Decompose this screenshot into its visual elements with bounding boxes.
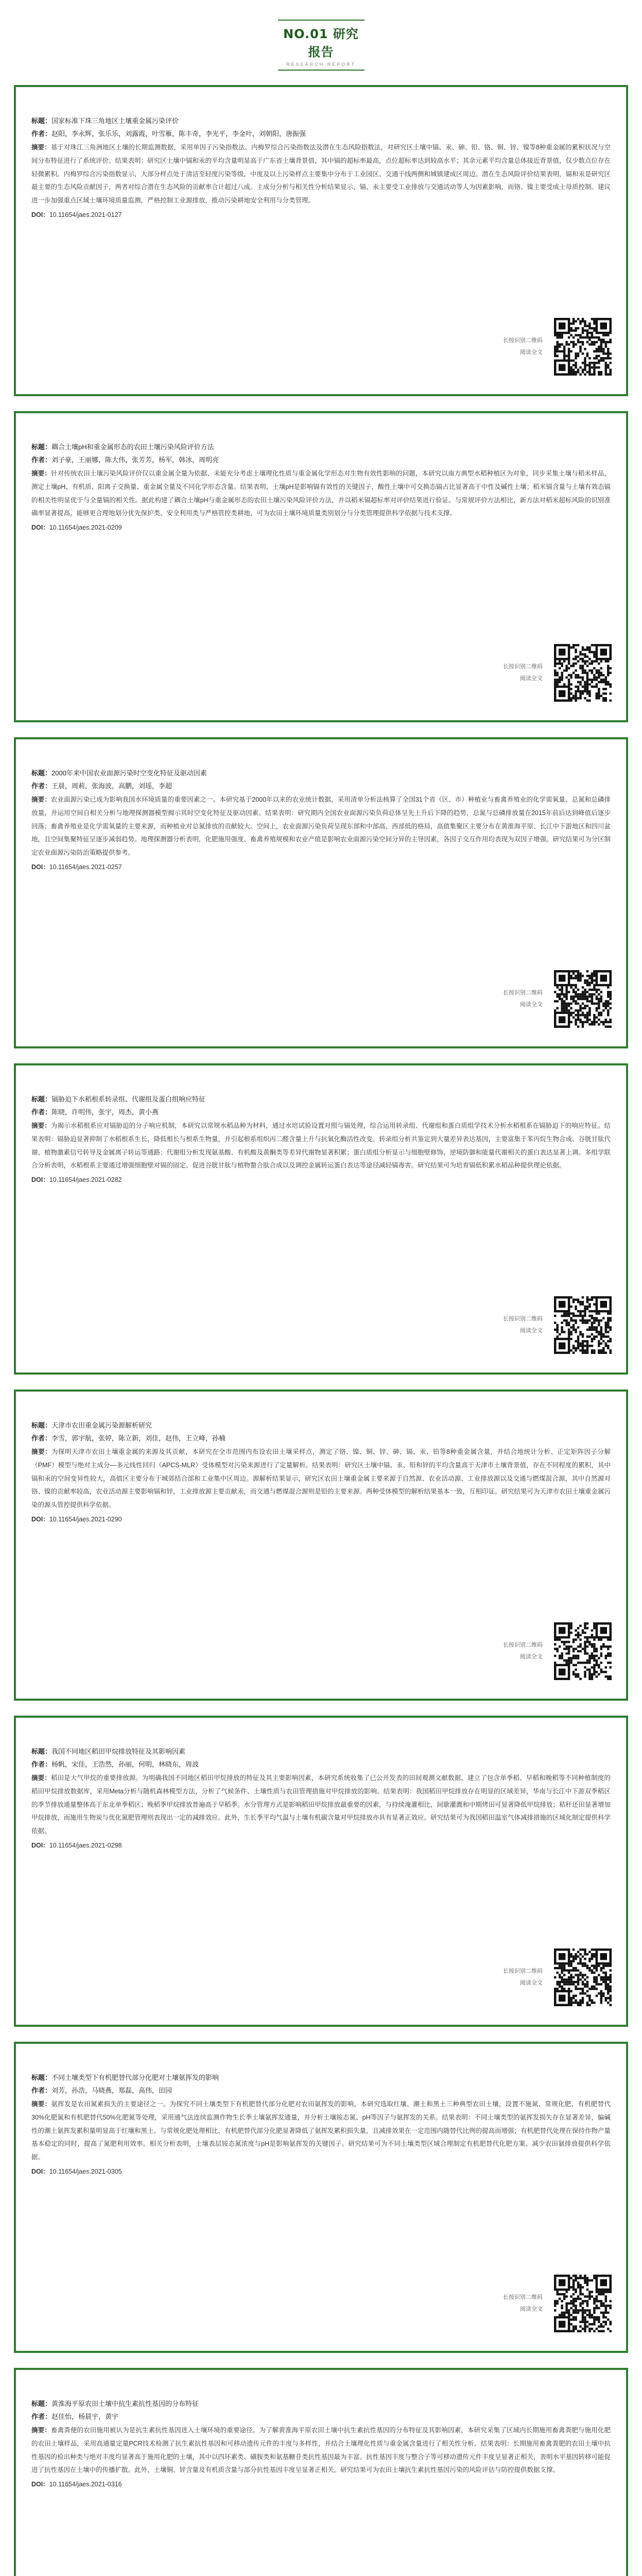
abstract-label: 摘要：	[31, 796, 51, 804]
authors-label: 作者：	[31, 2086, 52, 2094]
title-label: 标题：	[31, 769, 52, 777]
article-doi[interactable]: 10.11654/jaes.2021-0305	[49, 2167, 122, 2175]
qr-caption	[503, 987, 543, 1011]
article-doi[interactable]: 10.11654/jaes.2021-0298	[49, 1841, 122, 1849]
article-title[interactable]: 不同土壤类型下有机肥替代部分化肥对土壤氨挥发的影响	[51, 2074, 219, 2081]
article-card[interactable]	[14, 2042, 628, 2353]
qr-caption-line2: 阅读全文	[520, 1980, 543, 1986]
article-abstract	[31, 2098, 611, 2164]
article-card[interactable]	[14, 2368, 628, 2576]
qr-code-icon[interactable]	[554, 2275, 612, 2332]
qr-caption-line1: 长按识别二维码	[503, 1968, 543, 1974]
article-abstract	[31, 793, 611, 859]
article-authors-line	[31, 780, 611, 793]
doi-label: DOI：	[31, 1841, 49, 1849]
qr-block	[503, 970, 612, 1028]
article-authors-line	[31, 2084, 611, 2097]
qr-caption-line2: 阅读全文	[520, 675, 543, 682]
doi-label: DOI：	[31, 1176, 49, 1183]
authors-label: 作者：	[31, 1108, 52, 1116]
qr-code-icon[interactable]	[554, 1296, 612, 1354]
qr-caption-line1: 长按识别二维码	[503, 663, 543, 670]
article-authors: 赵佳怡，杨晨宇，黄宇	[51, 2412, 119, 2420]
authors-label: 作者：	[31, 455, 52, 464]
article-title-line	[31, 1093, 611, 1106]
article-abstract-text: 基于对珠江三角洲地区土壤的长期监测数据，采用单因子污染指数法、内梅罗综合污染指数法及潜在生态风险指数法，对研究区土壤中镉、汞、砷、铅、铬、铜、锌、镍等8种重金属的累积状况与空间分布特征进行了系统评价。结果表明：研究区土壤中镉和汞的平均含量明显高于广东省土壤背景值，其中镉的超标率最高，点位超标率达到较高水平；其余元素平均含量总体接近背景值，仅少数点位存在轻微累积。内梅罗综合污染指数显示，大部分样点处于清洁至轻度污染等级，中度及以上污染样点主要集中分布于工业园区、交通干线两侧和城镇建成区周边。潜在生态风险评价结果表明，镉和汞是研究区最主要的生态风险贡献因子，两者对综合潜在生态风险的贡献率合计超过八成。主成分分析与相关性分析结果显示，镉、汞主要受工业排放与交通活动等人为因素影响，而铬、镍主要受成土母质控制。建议进一步加强重点区域土壤环境质量监测，严格控制工业源排放，推动污染耕地安全利用与分类管理。	[31, 144, 611, 204]
qr-caption	[503, 1965, 543, 1989]
article-title[interactable]: 黄淮海平原农田土壤中抗生素抗性基因的分布特征	[51, 2400, 199, 2408]
page-header	[0, 0, 642, 85]
article-doi-line	[31, 522, 611, 532]
article-authors-line	[31, 1106, 611, 1119]
qr-code-icon[interactable]	[554, 644, 612, 702]
title-label: 标题：	[31, 2400, 52, 2408]
article-abstract-text: 农业面源污染已成为影响我国水环境质量的重要因素之一。本研究基于2000年以来的农业统计数据，采用清单分析法核算了全国31个省（区、市）种植业与畜禽养殖业的化学需氧量、总氮和总磷排放量，并运用空间自相关分析与地理探测器模型揭示其时空变化特征及驱动因素。结果表明：研究期内全国农业面源污染负荷总体呈先上升后下降的趋势，总氮与总磷排放量在2015年前后达到峰值后逐步回落；畜禽养殖业是化学需氧量的主要来源，而种植业对总氮排放的贡献较大。空间上，农业面源污染负荷呈现东部和中部高、西部低的格局，高值集聚区主要分布在黄淮海平原、长江中下游地区和四川盆地，且空间集聚特征呈逐步减弱趋势。地理探测器分析表明，化肥施用强度、畜禽养殖规模和农业产值是影响农业面源污染空间分异的主导因素，各因子交互作用均表现为双因子增强。研究结果可为分区制定农业面源污染防治策略提供参考。	[31, 796, 611, 856]
article-title[interactable]: 天津市农田重金属污染源解析研究	[51, 1421, 152, 1429]
abstract-label: 摘要：	[31, 470, 51, 478]
doi-label: DOI：	[31, 2480, 49, 2488]
qr-caption-line1: 长按识别二维码	[503, 989, 543, 996]
qr-block	[503, 1622, 612, 1680]
qr-code-icon[interactable]	[554, 318, 612, 376]
doi-label: DOI：	[31, 211, 49, 218]
qr-caption	[503, 661, 543, 685]
article-authors-line	[31, 1758, 611, 1771]
qr-code-icon[interactable]	[554, 970, 612, 1028]
qr-block	[503, 1296, 612, 1354]
qr-caption	[503, 2292, 543, 2315]
abstract-label: 摘要：	[31, 1122, 51, 1130]
article-authors-line	[31, 454, 611, 467]
article-doi[interactable]: 10.11654/jaes.2021-0316	[49, 2480, 122, 2488]
title-label: 标题：	[31, 1748, 52, 1755]
article-abstract-text: 针对传统农田土壤污染风险评价仅以重金属全量为依据、未能充分考虑土壤理化性质与重金属化学形态对生物有效性影响的问题，本研究以南方典型水稻种植区为对象，同步采集土壤与稻米样品，测定土壤pH、有机质、阳离子交换量、重金属全量及不同化学形态含量。结果表明，土壤pH是影响镉有效性的关键因子，酸性土壤中可交换态镉占比显著高于中性及碱性土壤；稻米镉含量与土壤有效态镉的相关性明显优于与全量镉的相关性。据此构建了耦合土壤pH与重金属形态的农田土壤污染风险评价方法，并以稻米镉超标率对评价结果进行验证。与常规评价方法相比，新方法对稻米超标风险的识别准确率显著提高，能够更合理地划分优先保护类、安全利用类与严格管控类耕地，可为农田土壤环境质量类别划分与分类管理提供科学依据与技术支撑。	[31, 470, 611, 517]
qr-block	[503, 2275, 612, 2332]
article-doi-line	[31, 1514, 611, 1523]
title-label: 标题：	[31, 443, 52, 451]
doi-label: DOI：	[31, 523, 49, 531]
page-title: NO.01 研究报告	[283, 27, 359, 59]
qr-block	[503, 1948, 612, 2006]
article-authors: 刘芳，孙浩，马晓燕，郑磊，高伟，田园	[51, 2086, 172, 2094]
authors-label: 作者：	[31, 1760, 52, 1768]
article-title[interactable]: 国家标准下珠三角地区土壤重金属污染评价	[51, 117, 179, 125]
article-doi-line	[31, 210, 611, 219]
qr-caption-line2: 阅读全文	[520, 1328, 543, 1334]
abstract-label: 摘要：	[31, 1448, 52, 1456]
article-doi[interactable]: 10.11654/jaes.2021-0257	[49, 863, 122, 871]
article-title[interactable]: 2000年来中国农业面源污染时空变化特征及驱动因素	[51, 769, 207, 777]
article-title-line	[31, 2398, 611, 2411]
qr-caption-line1: 长按识别二维码	[503, 1641, 543, 1648]
article-authors: 杨帆，宋佳，王浩然，孙丽，何明，林晓东，周波	[51, 1760, 199, 1768]
qr-caption-line1: 长按识别二维码	[503, 2294, 543, 2300]
article-doi-line	[31, 1840, 611, 1850]
qr-caption-line2: 阅读全文	[520, 1654, 543, 1660]
article-authors-line	[31, 128, 611, 141]
qr-caption-line1: 长按识别二维码	[503, 1315, 543, 1322]
abstract-label: 摘要：	[31, 1774, 51, 1782]
report-title-box	[278, 20, 365, 71]
article-authors: 赵阳，李永辉，张乐乐，刘露霞，叶雪雁，陈丰奇，李光平，李金叶，刘朝阳，唐振强	[51, 129, 306, 138]
qr-caption	[503, 335, 543, 359]
qr-code-icon[interactable]	[554, 1622, 612, 1680]
article-abstract-text: 畜禽粪便的农田施用被认为是抗生素抗性基因进入土壤环境的重要途径。为了解黄淮海平原农田土壤中抗生素抗性基因的分布特征及其影响因素，本研究采集了区域内长期施用畜禽粪肥与施用化肥的农田土壤样品，采用高通量定量PCR技术检测了抗生素抗性基因和可移动遗传元件的丰度与多样性，并结合土壤理化性质与重金属含量进行了相关性分析。结果表明：长期施用畜禽粪肥的农田土壤中抗性基因的检出种类与绝对丰度均显著高于施用化肥的土壤，其中以四环素类、磺胺类和氨基糖苷类抗性基因最为丰富。抗性基因丰度与整合子等可移动遗传元件丰度呈显著正相关，表明水平基因转移可能促进了抗性基因在土壤中的传播扩散。此外，土壤铜、锌含量及有机质含量与部分抗性基因丰度呈显著正相关。研究结果可为农田土壤抗生素抗性基因污染的风险评估与防控提供数据支撑。	[31, 2427, 611, 2474]
article-card[interactable]	[14, 85, 628, 396]
article-title-line	[31, 767, 611, 780]
abstract-label: 摘要：	[31, 2427, 51, 2434]
article-title[interactable]: 我国不同地区稻田甲烷排放特征及其影响因素	[51, 1748, 186, 1755]
article-abstract-text: 稻田是大气甲烷的重要排放源。为明确我国不同地区稻田甲烷排放的特征及其主要影响因素，本研究系统收集了已公开发表的田间观测文献数据，建立了包含单季稻、早稻和晚稻等不同种植制度的稻田甲烷排放数据库，采用Meta分析与随机森林模型方法，分析了气候条件、土壤性质与农田管理措施对甲烷排放的影响。结果表明：我国稻田甲烷排放存在明显的区域差异，华南与长江中下游双季稻区的季节排放通量整体高于东北单季稻区；晚稻季甲烷排放普遍高于早稻季。水分管理方式是影响稻田甲烷排放最重要的因素，与持续淹灌相比，间歇灌溉和中期烤田可显著降低甲烷排放；秸秆还田显著增加甲烷排放，而施用生物炭与优化氮肥管理则表现出一定的减排效应。此外，生长季平均气温与土壤有机碳含量对甲烷排放亦具有显著正效应。研究结果可为我国稻田温室气体减排措施的区域化制定提供科学依据。	[31, 1774, 611, 1835]
abstract-label: 摘要：	[31, 144, 51, 151]
article-card[interactable]	[14, 411, 628, 722]
qr-caption-line2: 阅读全文	[520, 349, 543, 355]
article-title-line	[31, 1419, 611, 1432]
doi-label: DOI：	[31, 1515, 49, 1523]
article-doi[interactable]: 10.11654/jaes.2021-0127	[49, 211, 122, 218]
article-authors: 李雪，郭宇航，张婷，陈立新，刘佳，赵伟，王立峰，孙楠	[51, 1434, 226, 1442]
article-title-line	[31, 1745, 611, 1758]
qr-block	[503, 318, 612, 376]
article-authors-line	[31, 2411, 611, 2424]
article-title-line	[31, 441, 611, 454]
article-abstract	[31, 1446, 611, 1512]
doi-label: DOI：	[31, 863, 49, 871]
article-title[interactable]: 耦合土壤pH和重金属形态的农田土壤污染风险评价方法	[51, 443, 214, 451]
article-card[interactable]	[14, 1716, 628, 2027]
article-authors-line	[31, 1432, 611, 1445]
authors-label: 作者：	[31, 1434, 52, 1442]
article-abstract-text: 氨挥发是农田氮素损失的主要途径之一。为探究不同土壤类型下有机肥替代部分化肥对农田氨挥发的影响，本研究选取红壤、潮土和黑土三种典型农田土壤，设置不施氮、常规化肥、有机肥替代30%化肥氮和有机肥替代50%化肥氮等处理，采用通气法连续监测作物生长季土壤氨挥发通量，并分析土壤铵态氮、pH等因子与氨挥发的关系。结果表明：不同土壤类型的氨挥发损失存在显著差异，偏碱性的潮土氨挥发累积量明显高于红壤和黑土。与常规化肥处理相比，有机肥替代部分化肥显著降低了氨挥发累积损失量，且减排效果在一定范围内随替代比例的提高而增强；有机肥替代处理在保持作物产量基本稳定的同时，提高了氮肥利用效率。相关分析表明，土壤表层铵态氮浓度与pH是影响氨挥发的关键因子。研究结果可为不同土壤类型区域合理制定有机肥替代化肥方案、减少农田氨排放提供科学依据。	[31, 2100, 611, 2161]
article-doi-line	[31, 2166, 611, 2176]
article-abstract-text: 为探明天津市农田土壤重金属的来源及其贡献，本研究在全市范围内布设农田土壤采样点，测定了铬、镍、铜、锌、砷、镉、汞、铅等8种重金属含量，并结合地统计分析、正定矩阵因子分解（PMF）模型与绝对主成分—多元线性回归（APCS-MLR）受体模型对污染来源进行了定量解析。结果表明：研究区土壤中镉、汞、铅和锌的平均含量高于天津市土壤背景值，存在不同程度的累积，其中镉和汞的空间变异性较大，高值区主要分布于城郊结合部和工业集中区周边。源解析结果显示，研究区农田土壤重金属主要来源于自然源、农业活动源、工业排放源以及交通与燃煤混合源，其中自然源对铬、镍的贡献率较高，农业活动源主要影响镉和锌，工业排放源主要贡献汞，而交通与燃煤混合源则是铅的主要来源。两种受体模型的解析结果基本一致，互相印证。研究结果可为天津市农田土壤重金属污染的源头管控提供科学依据。	[31, 1448, 611, 1509]
title-label: 标题：	[31, 1421, 52, 1429]
article-title-line	[31, 2072, 611, 2084]
article-card[interactable]	[14, 737, 628, 1048]
doi-label: DOI：	[31, 2167, 49, 2175]
authors-label: 作者：	[31, 782, 52, 790]
title-label: 标题：	[31, 1095, 52, 1103]
qr-caption	[503, 1313, 543, 1337]
article-doi-line	[31, 862, 611, 871]
qr-block	[503, 644, 612, 702]
article-abstract	[31, 141, 611, 207]
article-doi[interactable]: 10.11654/jaes.2021-0290	[49, 1515, 122, 1523]
article-card[interactable]	[14, 1389, 628, 1701]
qr-caption	[503, 1639, 543, 1663]
article-doi[interactable]: 10.11654/jaes.2021-0282	[49, 1176, 122, 1183]
article-authors: 刘子豪，王丽娜，陈大伟，张芳芳，杨军，韩冰，周明亮	[51, 455, 219, 464]
article-abstract-text: 为揭示水稻根系应对镉胁迫的分子响应机制，本研究以常规水稻品种为材料，通过水培试验设置对照与镉处理，综合运用转录组、代谢组和蛋白质组学技术分析水稻根系在镉胁迫下的响应特征。结果表明：镉胁迫显著抑制了水稻根系生长，降低根长与根系生物量，并引起根系组织丙二醛含量上升与抗氧化酶活性改变。转录组分析共鉴定到大量差异表达基因，主要富集于苯丙烷生物合成、谷胱甘肽代谢、植物激素信号转导及金属离子转运等通路；代谢组分析发现氨基酸、有机酸及黄酮类等差异代谢物显著积累；蛋白质组分析显示与细胞壁修饰、逆境防御和能量代谢相关的蛋白表达显著上调。多组学联合分析表明，水稻根系主要通过增强细胞壁对镉的固定、促进谷胱甘肽与植物螯合肽合成以及调控金属转运蛋白表达等途径减轻镉毒害。研究结果可为培育镉低积累水稻品种提供理论依据。	[31, 1122, 611, 1170]
article-authors: 王晨，周莉，张海波，高鹏，刘瑶，李超	[51, 782, 172, 790]
title-label: 标题：	[31, 2074, 52, 2081]
qr-caption-line2: 阅读全文	[520, 1002, 543, 1008]
article-card[interactable]	[14, 1063, 628, 1375]
article-doi-line	[31, 1175, 611, 1184]
page-subtitle: RESEARCH REPORT	[286, 62, 356, 67]
qr-caption-line2: 阅读全文	[520, 2306, 543, 2312]
title-label: 标题：	[31, 117, 52, 125]
article-title[interactable]: 镉胁迫下水稻根系转录组、代谢组及蛋白组响应特征	[51, 1095, 206, 1103]
authors-label: 作者：	[31, 2412, 52, 2420]
qr-code-icon[interactable]	[554, 1948, 612, 2006]
article-abstract	[31, 2424, 611, 2477]
article-abstract	[31, 1120, 611, 1173]
authors-label: 作者：	[31, 129, 52, 138]
article-abstract	[31, 1772, 611, 1838]
article-authors: 陈晓，许明伟，张宇，周杰，黄小燕	[51, 1108, 159, 1116]
article-doi-line	[31, 2479, 611, 2488]
abstract-label: 摘要：	[31, 2100, 51, 2108]
article-doi[interactable]: 10.11654/jaes.2021-0209	[49, 523, 122, 531]
qr-caption-line1: 长按识别二维码	[503, 337, 543, 344]
article-title-line	[31, 115, 611, 128]
article-abstract	[31, 467, 611, 520]
